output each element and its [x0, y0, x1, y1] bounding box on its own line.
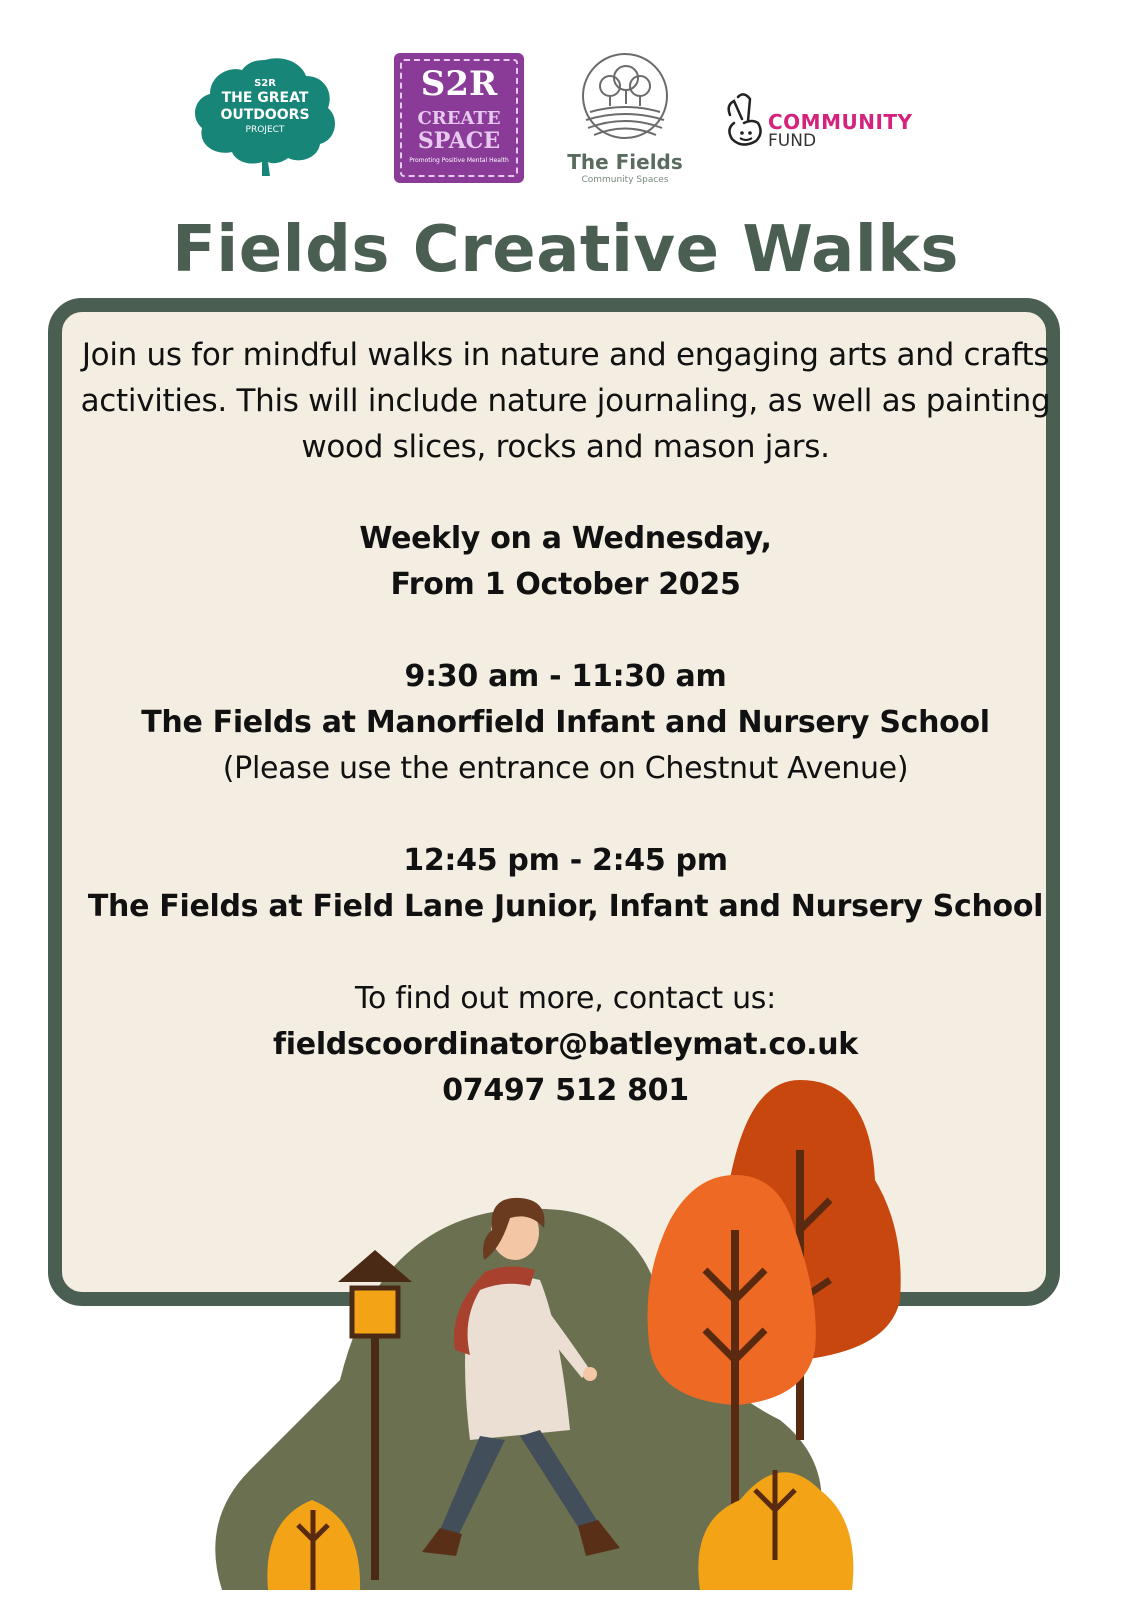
- bush-left-icon: [267, 1500, 360, 1590]
- bush-right-icon: [698, 1472, 853, 1590]
- contact-phone[interactable]: 07497 512 801: [442, 1073, 689, 1108]
- cf-fund: FUND: [768, 131, 817, 151]
- session1-venue: The Fields at Manorfield Infant and Nursery School: [141, 705, 990, 740]
- intro-text: Join us for mindful walks in nature and engaging arts and crafts activities. This will include nature journaling, as well as painting wood slices, rocks and mason jars.: [80, 337, 1051, 465]
- tf-subtitle: Community Spaces: [581, 175, 669, 185]
- field-trees-icon: [560, 50, 690, 150]
- go-line2: OUTDOORS: [220, 107, 310, 123]
- session1-time: 9:30 am - 11:30 am: [404, 659, 727, 694]
- session2-time: 12:45 pm - 2:45 pm: [403, 843, 728, 878]
- logo-row: [0, 0, 1131, 200]
- create-space-logo: [394, 53, 524, 183]
- great-outdoors-logo: [190, 52, 340, 187]
- community-fund-logo: [720, 85, 913, 155]
- session2-venue: The Fields at Field Lane Junior, Infant and Nursery School: [87, 889, 1044, 924]
- session1-note: (Please use the entrance on Chestnut Avenue): [222, 751, 909, 786]
- contact-prompt: To find out more, contact us:: [355, 981, 776, 1016]
- go-s2r: S2R: [254, 78, 276, 89]
- cs-space: SPACE: [417, 128, 501, 154]
- page-title: Fields Creative Walks: [172, 213, 959, 287]
- cs-tagline: Promoting Positive Mental Health: [409, 157, 509, 164]
- schedule-day: Weekly on a Wednesday,: [359, 521, 772, 556]
- cf-community: COMMUNITY: [768, 110, 913, 134]
- the-fields-logo: [560, 50, 690, 190]
- crossed-fingers-icon: [720, 85, 770, 155]
- tf-title: The Fields: [567, 150, 683, 174]
- go-line1: THE GREAT: [221, 90, 309, 106]
- go-line3: PROJECT: [245, 125, 285, 135]
- schedule-start: From 1 October 2025: [390, 567, 741, 602]
- card-content: [60, 332, 1071, 1114]
- cs-s2r: S2R: [420, 64, 498, 104]
- cs-create: CREATE: [417, 108, 501, 129]
- contact-email[interactable]: fieldscoordinator@batleymat.co.uk: [273, 1027, 858, 1062]
